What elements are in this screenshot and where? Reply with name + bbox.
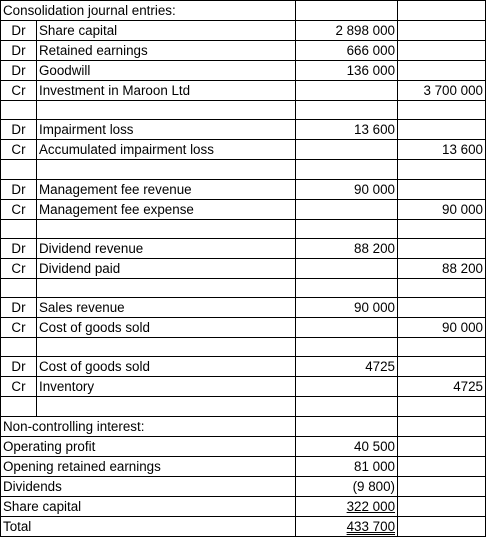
account-cell [37,101,296,120]
debit-cell [296,258,398,278]
nci-amount-cell [296,436,398,456]
nci-amount: (9 800) [352,478,396,494]
nci-label: Opening retained earnings [1,456,296,476]
drcr-cell [1,397,37,416]
credit-cell [398,516,486,536]
debit-cell [296,377,398,397]
credit-cell [398,456,486,476]
credit-cell [398,21,486,41]
account-cell: Impairment loss [37,120,296,140]
drcr-cell: Cr [1,199,37,219]
credit-cell: 13 600 [398,140,486,160]
debit-cell [296,416,398,436]
nci-amount: 433 700 [346,518,396,534]
drcr-cell: Dr [1,238,37,258]
nci-row [1,476,486,496]
nci-heading-row [1,416,486,436]
account-cell [37,338,296,357]
credit-cell [398,120,486,140]
drcr-cell: Cr [1,258,37,278]
journal-row [1,199,486,219]
credit-cell [398,1,486,21]
journal-row [1,140,486,160]
account-cell: Share capital [37,21,296,41]
debit-cell [296,278,398,297]
journal-row [1,397,486,416]
credit-cell [398,496,486,516]
credit-cell [398,160,486,179]
nci-amount-cell [296,496,398,516]
drcr-cell: Dr [1,298,37,318]
debit-cell: 90 000 [296,298,398,318]
account-cell: Management fee expense [37,199,296,219]
journal-row [1,61,486,81]
account-cell: Accumulated impairment loss [37,140,296,160]
drcr-cell [1,219,37,238]
nci-row [1,496,486,516]
drcr-cell [1,338,37,357]
credit-cell [398,436,486,456]
drcr-cell [1,160,37,179]
nci-row [1,436,486,456]
credit-cell [398,298,486,318]
drcr-cell: Cr [1,377,37,397]
credit-cell [398,338,486,357]
journal-heading: Consolidation journal entries: [1,1,296,21]
credit-cell [398,357,486,377]
debit-cell: 13 600 [296,120,398,140]
nci-amount-cell [296,476,398,496]
credit-cell [398,397,486,416]
journal-row [1,81,486,101]
debit-cell [296,318,398,338]
account-cell: Management fee revenue [37,179,296,199]
journal-row [1,377,486,397]
journal-row [1,278,486,297]
account-cell: Cost of goods sold [37,357,296,377]
credit-cell [398,179,486,199]
credit-cell: 90 000 [398,318,486,338]
drcr-cell [1,101,37,120]
drcr-cell [1,278,37,297]
account-cell: Goodwill [37,61,296,81]
credit-cell: 4725 [398,377,486,397]
journal-row [1,120,486,140]
debit-cell: 4725 [296,357,398,377]
nci-label: Total [1,516,296,536]
debit-cell: 90 000 [296,179,398,199]
account-cell: Dividend paid [37,258,296,278]
nci-label: Share capital [1,496,296,516]
account-cell: Dividend revenue [37,238,296,258]
journal-row [1,101,486,120]
journal-row [1,41,486,61]
journal-row [1,219,486,238]
account-cell [37,160,296,179]
journal-row [1,357,486,377]
nci-heading: Non-controlling interest: [1,416,296,436]
credit-cell [398,61,486,81]
account-cell: Sales revenue [37,298,296,318]
drcr-cell: Dr [1,21,37,41]
credit-cell: 88 200 [398,258,486,278]
journal-row [1,238,486,258]
journal-row [1,298,486,318]
account-cell: Investment in Maroon Ltd [37,81,296,101]
nci-amount: 81 000 [354,458,396,474]
drcr-cell: Cr [1,318,37,338]
journal-row [1,318,486,338]
debit-cell [296,140,398,160]
account-cell: Cost of goods sold [37,318,296,338]
drcr-cell: Cr [1,140,37,160]
account-cell [37,219,296,238]
nci-amount-cell [296,456,398,476]
drcr-cell: Dr [1,61,37,81]
drcr-cell: Cr [1,81,37,101]
account-cell [37,278,296,297]
journal-row [1,179,486,199]
nci-row [1,456,486,476]
journal-row [1,338,486,357]
debit-cell [296,219,398,238]
worksheet-body [1,1,486,537]
nci-amount: 322 000 [346,498,396,514]
account-cell [37,397,296,416]
debit-cell: 136 000 [296,61,398,81]
debit-cell [296,397,398,416]
credit-cell [398,476,486,496]
journal-row [1,160,486,179]
nci-amount: 40 500 [354,438,396,454]
debit-cell [296,1,398,21]
account-cell: Retained earnings [37,41,296,61]
credit-cell [398,101,486,120]
debit-cell [296,338,398,357]
credit-cell: 90 000 [398,199,486,219]
drcr-cell: Dr [1,120,37,140]
nci-row [1,516,486,536]
drcr-cell: Dr [1,41,37,61]
journal-heading-row [1,1,486,21]
debit-cell [296,160,398,179]
debit-cell [296,199,398,219]
credit-cell [398,238,486,258]
debit-cell: 2 898 000 [296,21,398,41]
nci-label: Dividends [1,476,296,496]
journal-row [1,258,486,278]
credit-cell [398,41,486,61]
debit-cell: 666 000 [296,41,398,61]
account-cell: Inventory [37,377,296,397]
drcr-cell: Dr [1,179,37,199]
credit-cell [398,416,486,436]
credit-cell: 3 700 000 [398,81,486,101]
credit-cell [398,278,486,297]
debit-cell: 88 200 [296,238,398,258]
drcr-cell: Dr [1,357,37,377]
debit-cell [296,101,398,120]
debit-cell [296,81,398,101]
nci-amount-cell [296,516,398,536]
nci-label: Operating profit [1,436,296,456]
journal-row [1,21,486,41]
credit-cell [398,219,486,238]
